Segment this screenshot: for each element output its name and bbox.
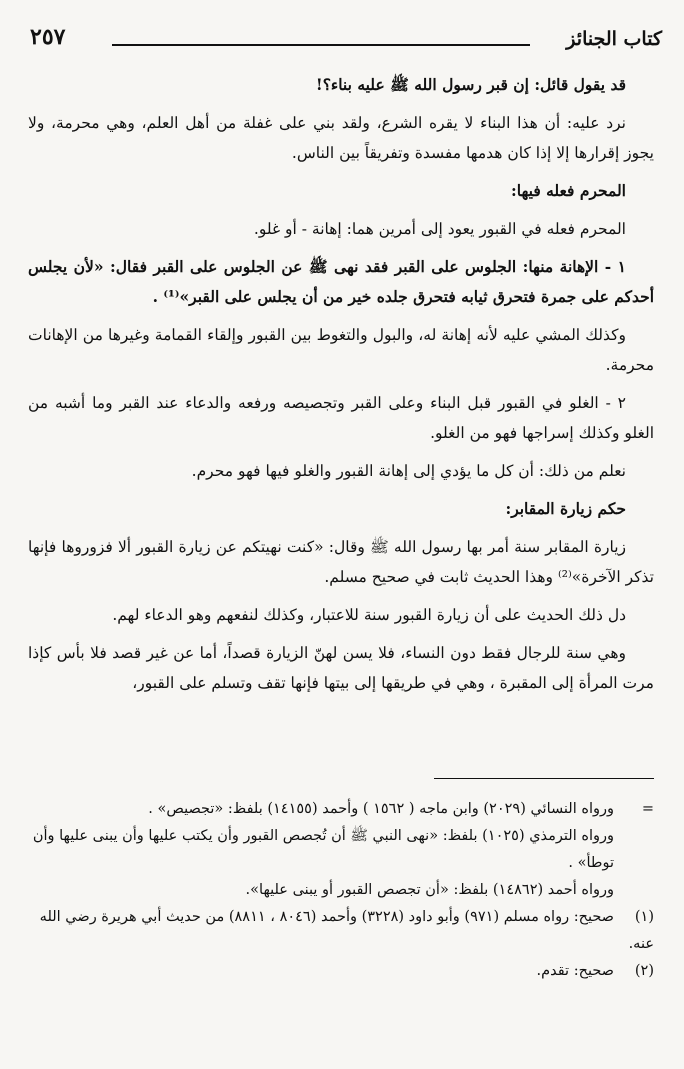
footnote [28, 823, 654, 877]
paragraph: دل ذلك الحديث على أن زيارة القبور سنة للاعتبار، وكذلك لنفعهم وهو الدعاء لهم. [112, 606, 626, 624]
footnote-text: صحيح: تقدم. [536, 963, 614, 979]
footnote-text: ورواه أحمد (١٤٨٦٢) بلفظ: «أن تجصص القبور أو يبنى عليها». [245, 882, 614, 898]
footnotes [28, 796, 654, 985]
paragraph: نرد عليه: أن هذا البناء لا يقره الشرع، ولقد بني على غفلة من أهل العلم، وهي محرمة، ولا يجوز إقرارها إلا إذا كان هدمها مفسدة وتفريقاً بين الناس. [28, 114, 654, 162]
footnote [28, 877, 654, 904]
paragraph: نعلم من ذلك: أن كل ما يؤدي إلى إهانة القبور والغلو فيها فهو محرم. [191, 462, 626, 480]
footnote-mark: (١) [634, 909, 654, 925]
section-heading: حكم زيارة المقابر: [505, 499, 626, 518]
header-rule [112, 44, 530, 46]
paragraph: المحرم فعله في القبور يعود إلى أمرين هما: إهانة - أو غلو. [253, 220, 626, 238]
section-heading: المحرم فعله فيها: [511, 181, 626, 200]
footnote [28, 904, 654, 958]
footnote-text: ورواه الترمذي (١٠٢٥) بلفظ: «نهى النبي ﷺ أن تُجصص القبور وأن يكتب عليها وأن يبنى عليها وأن توطأ» . [32, 828, 614, 871]
main-text [28, 70, 654, 706]
footnote [28, 958, 654, 985]
footnote-mark: (٢) [634, 963, 654, 979]
paragraph: زيارة المقابر سنة أمر بها رسول الله ﷺ وقال: «كنت نهيتكم عن زيارة القبور ألا فزوروها فإنها تذكر الآخرة»⁽²⁾ وهذا الحديث ثابت في صحيح مسلم. [28, 538, 654, 586]
page-number: ٢٥٧ [30, 24, 66, 50]
paragraph: ٢ - الغلو في القبور قبل البناء وعلى القبر وتجصيصه ورفعه والدعاء عند القبر وما أشبه من الغلو وكذلك إسراجها فهو من الغلو. [28, 394, 654, 442]
page-header [30, 22, 662, 62]
footnote-text: ورواه النسائي (٢٠٢٩) وابن ماجه ( ١٥٦٢ ) وأحمد (١٤١٥٥) بلفظ: «تجصيص» . [148, 801, 614, 817]
paragraph: ١ - الإهانة منها: الجلوس على القبر فقد نهى ﷺ عن الجلوس على القبر فقال: «لأن يجلس أحدكم على جمرة فتحرق ثيابه فتحرق جلده خير من أن يجلس على القبر»⁽¹⁾ . [28, 257, 654, 306]
paragraph: وهي سنة للرجال فقط دون النساء، فلا يسن لهنّ الزيارة قصداً، أما عن غير قصد فلا بأس كإذا مرت المرأة إلى المقبرة ، وهي في طريقها إلى بيتها فإنها تقف وتسلم على القبور، [28, 644, 654, 692]
footnote-rule [434, 778, 654, 779]
footnote-mark: = [641, 801, 654, 817]
paragraph: قد يقول قائل: إن قبر رسول الله ﷺ عليه بناء؟! [315, 75, 626, 94]
footnote [28, 796, 654, 823]
paragraph: وكذلك المشي عليه لأنه إهانة له، والبول والتغوط بين القبور وإلقاء القمامة وغيرها من الإهانات محرمة. [28, 326, 654, 374]
footnote-text: صحيح: رواه مسلم (٩٧١) وأبو داود (٣٢٢٨) وأحمد (٨٠٤٦ ، ٨٨١١) من حديث أبي هريرة رضي الله عنه. [39, 909, 654, 952]
chapter-title: كتاب الجنائز [566, 28, 662, 50]
